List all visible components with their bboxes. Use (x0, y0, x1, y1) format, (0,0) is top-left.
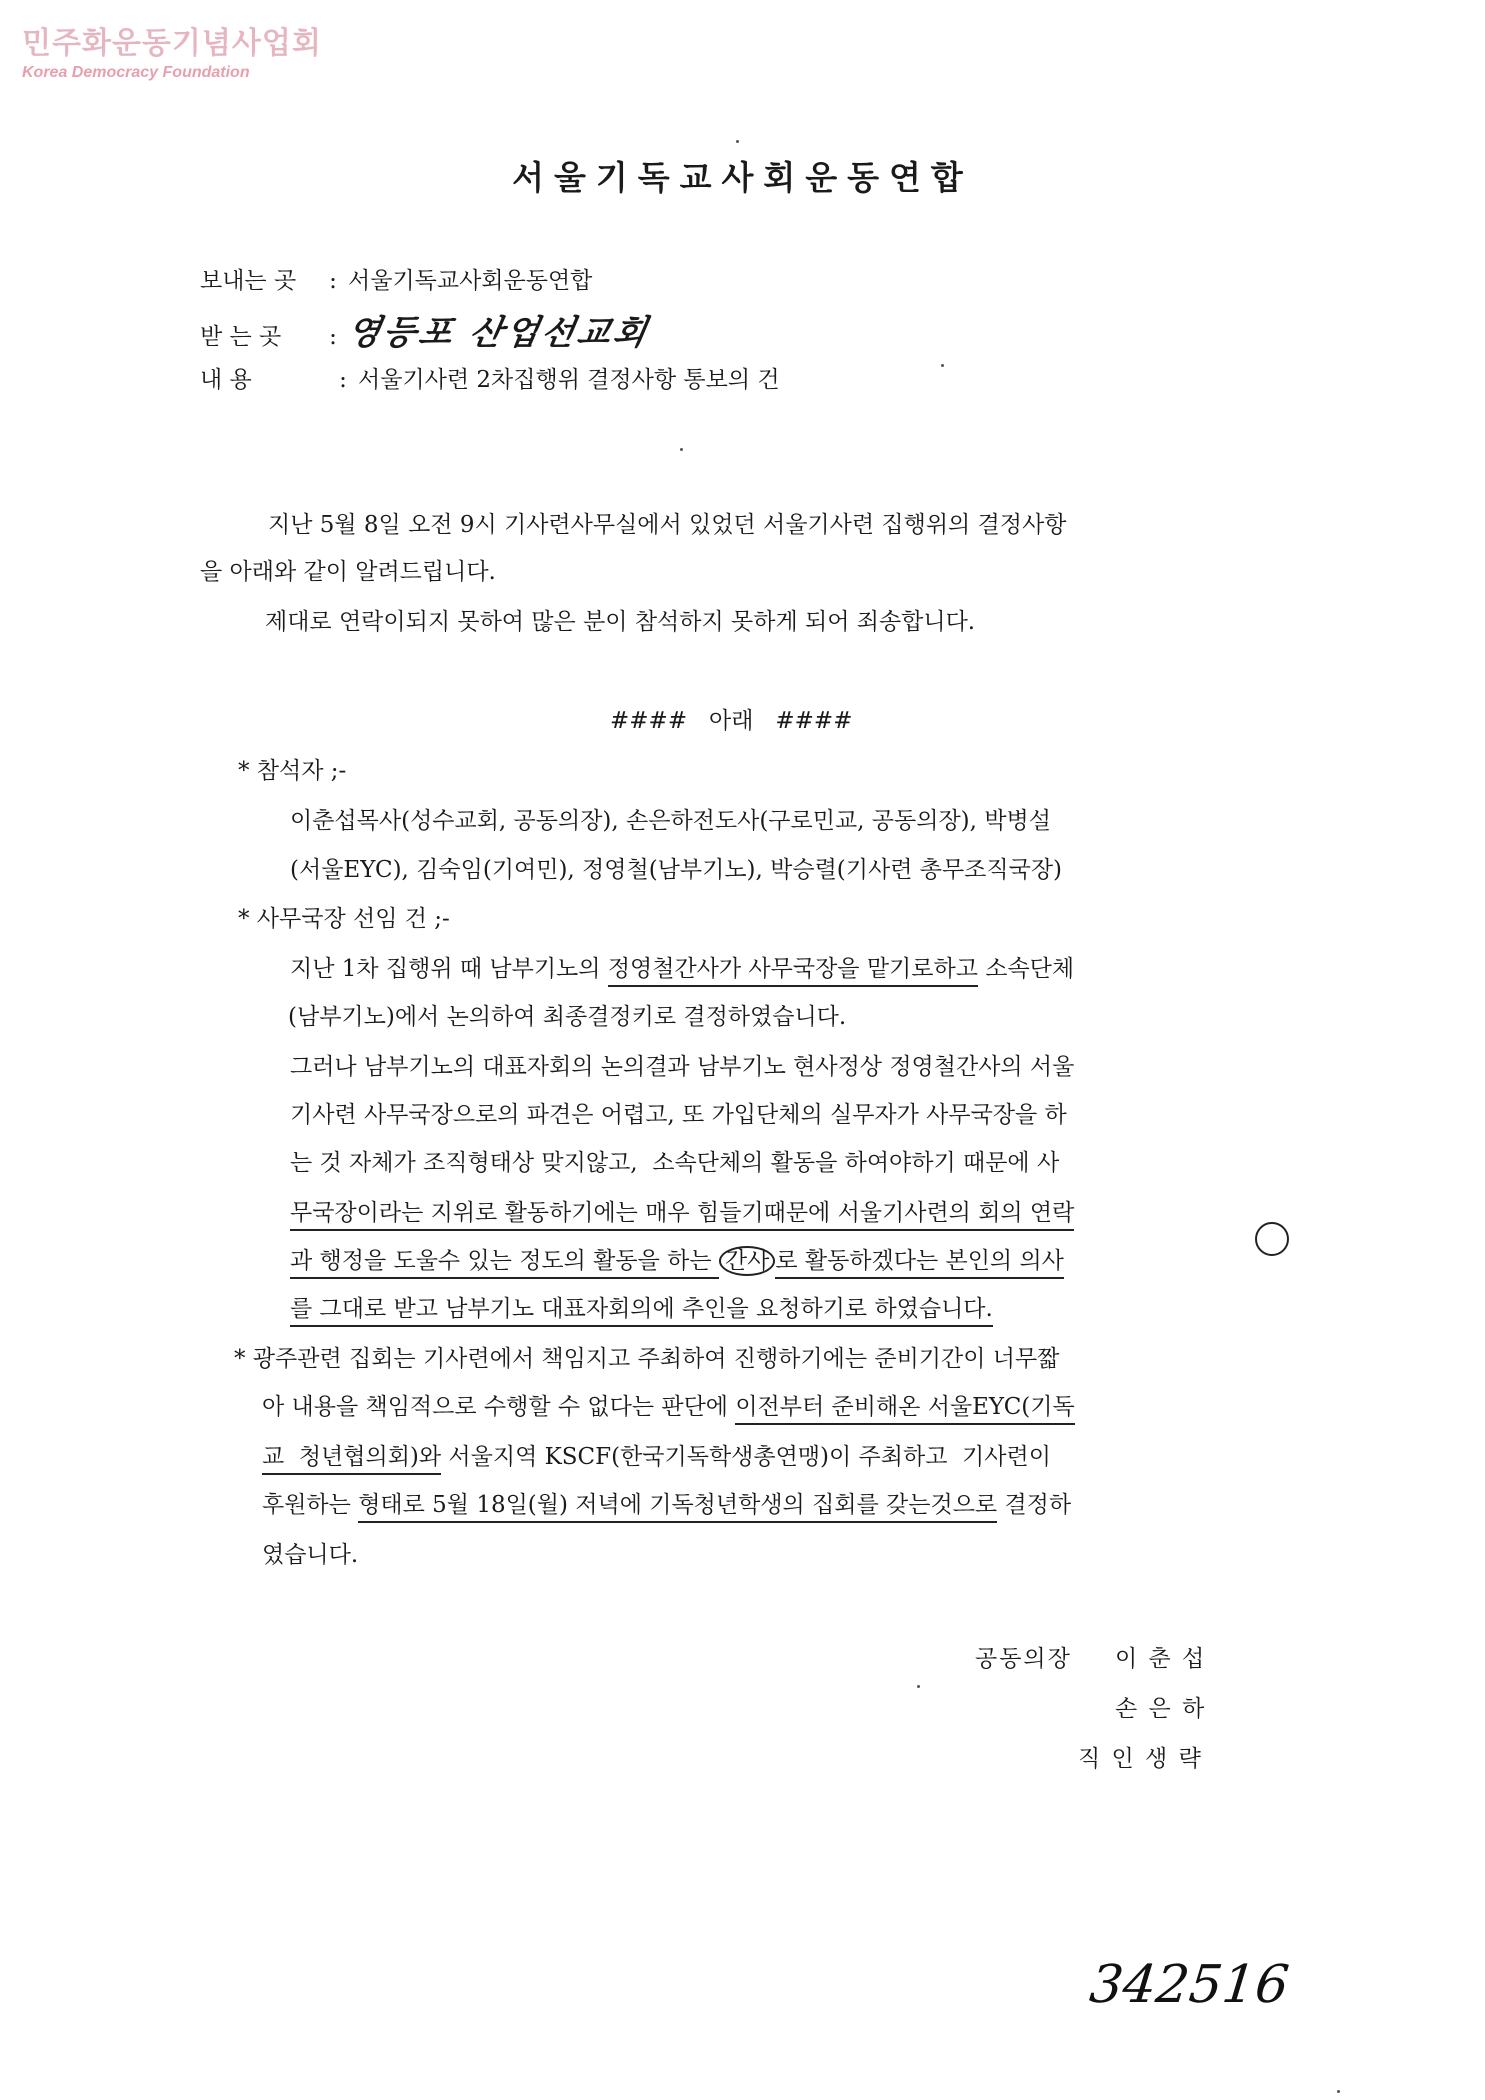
section-heading: #### 아래 #### (610, 708, 853, 734)
gwangju-line-2 (262, 1396, 1075, 1419)
scan-speck (680, 448, 683, 451)
margin-handwritten-mark (1255, 1222, 1289, 1256)
scan-speck (941, 364, 944, 367)
secretary-p1-text-b: 소속단체 (977, 956, 1075, 982)
secretary-p1-line-1 (290, 958, 1074, 981)
gwangju-line-3-underlined: 교 청년협의회)와 (262, 1444, 441, 1475)
intro-line-1: 지난 5월 8일 오전 9시 기사련사무실에서 있었던 서울기사련 집행위의 결정사항 (268, 512, 1067, 538)
gwangju-line-4-text-a: 후원하는 (262, 1492, 359, 1518)
intro-line-3: 제대로 연락이되지 못하여 많은 분이 참석하지 못하게 되어 죄송합니다. (265, 609, 976, 635)
sender-value: 서울기독교사회운동연합 (348, 268, 593, 294)
secretary-p2-line-5-underlined-a: 과 행정을 도울수 있는 정도의 활동을 하는 (290, 1248, 719, 1279)
circled-word: 간사 (719, 1246, 775, 1276)
subject-colon: : (339, 367, 347, 393)
secretary-p2-line-6 (290, 1298, 993, 1321)
gwangju-line-5: 였습니다. (262, 1542, 359, 1568)
subject-row (200, 361, 780, 394)
attendees-line-1: 이춘섭목사(성수교회, 공동의장), 손은하전도사(구로민교, 공동의장), 박병설 (290, 808, 1051, 834)
scan-speck (917, 1685, 920, 1688)
recipient-label: 받 는 곳 (200, 324, 282, 350)
attendees-heading: * 참석자 ;- (238, 758, 347, 784)
subject-label: 내 용 (200, 367, 252, 393)
secretary-p2-line-5 (290, 1250, 1064, 1273)
gwangju-line-4-text-b: 결정하 (997, 1492, 1072, 1518)
gwangju-line-4 (262, 1494, 1071, 1517)
signature-role: 공동의장 (975, 1646, 1072, 1672)
watermark-korean: 민주화운동기념사업회 (22, 26, 322, 61)
gwangju-line-2-underlined: 이전부터 준비해온 서울EYC(기독 (735, 1394, 1074, 1425)
secretary-p2-line-2: 기사련 사무국장으로의 파견은 어렵고, 또 가입단체의 실무자가 사무국장을 하 (290, 1102, 1067, 1128)
watermark-english: Korea Democracy Foundation (22, 64, 250, 81)
attendees-line-2: (서울EYC), 김숙임(기여민), 정영철(남부기노), 박승렬(기사련 총무조직국장) (290, 857, 1063, 883)
secretary-p2-line-4-underlined: 무국장이라는 지위로 활동하기에는 매우 힘들기때문에 서울기사련의 회의 연락 (290, 1200, 1074, 1231)
secretary-p2-line-6-underlined: 를 그대로 받고 남부기노 대표자회의에 추인을 요청하기로 하였습니다. (290, 1296, 993, 1327)
secretary-p1-text-a: 지난 1차 집행위 때 남부기노의 (290, 956, 608, 982)
intro-line-2: 을 아래와 같이 알려드립니다. (200, 559, 496, 585)
subject-value: 서울기사련 2차집행위 결정사항 통보의 건 (358, 367, 780, 393)
secretary-p2-line-5-underlined-b: 로 활동하겠다는 본인의 의사 (775, 1248, 1064, 1279)
gwangju-line-3-text: 서울지역 KSCF(한국기독학생총연맹)이 주최하고 기사련이 (441, 1444, 1051, 1470)
secretary-p1-line-2: (남부기노)에서 논의하여 최종결정키로 결정하였습니다. (288, 1004, 847, 1030)
scan-speck (736, 140, 739, 143)
sender-row (200, 262, 592, 295)
gwangju-line-3 (262, 1446, 1051, 1469)
recipient-handwritten-value: 영등포 산업선교회 (343, 313, 653, 353)
watermark-logo (22, 18, 322, 82)
gwangju-line-2-text: 아 내용을 책임적으로 수행할 수 없다는 판단에 (262, 1394, 736, 1420)
archive-number-handwritten: 342516 (1086, 1955, 1292, 2015)
recipient-colon: : (329, 324, 337, 350)
recipient-row (200, 305, 653, 354)
gwangju-line-1: * 광주관련 집회는 기사련에서 책임지고 주최하여 진행하기에는 준비기간이 너무짧 (234, 1346, 1060, 1372)
secretary-p1-underlined: 정영철간사가 사무국장을 맡기로하고 (608, 956, 978, 987)
signature-name-2: 손 은 하 (1115, 1696, 1207, 1722)
secretary-heading: * 사무국장 선임 건 ;- (238, 906, 450, 932)
secretary-p2-line-3: 는 것 자체가 조직형태상 맞지않고, 소속단체의 활동을 하여야하기 때문에 사 (290, 1150, 1060, 1176)
sender-label: 보내는 곳 (200, 268, 297, 294)
gwangju-line-4-underlined: 형태로 5월 18일(월) 저녁에 기독청년학생의 집회를 갖는것으로 (358, 1492, 997, 1523)
sender-colon: : (329, 268, 337, 294)
seal-omitted-note: 직 인 생 략 (1078, 1746, 1203, 1772)
secretary-p2-line-4 (290, 1202, 1074, 1225)
secretary-p2-line-1: 그러나 남부기노의 대표자회의 논의결과 남부기노 현사정상 정영철간사의 서울 (290, 1054, 1075, 1080)
document-title: 서울기독교사회운동연합 (512, 158, 973, 197)
scan-speck (1337, 2090, 1340, 2093)
signature-name-1: 이 춘 섭 (1115, 1646, 1207, 1672)
